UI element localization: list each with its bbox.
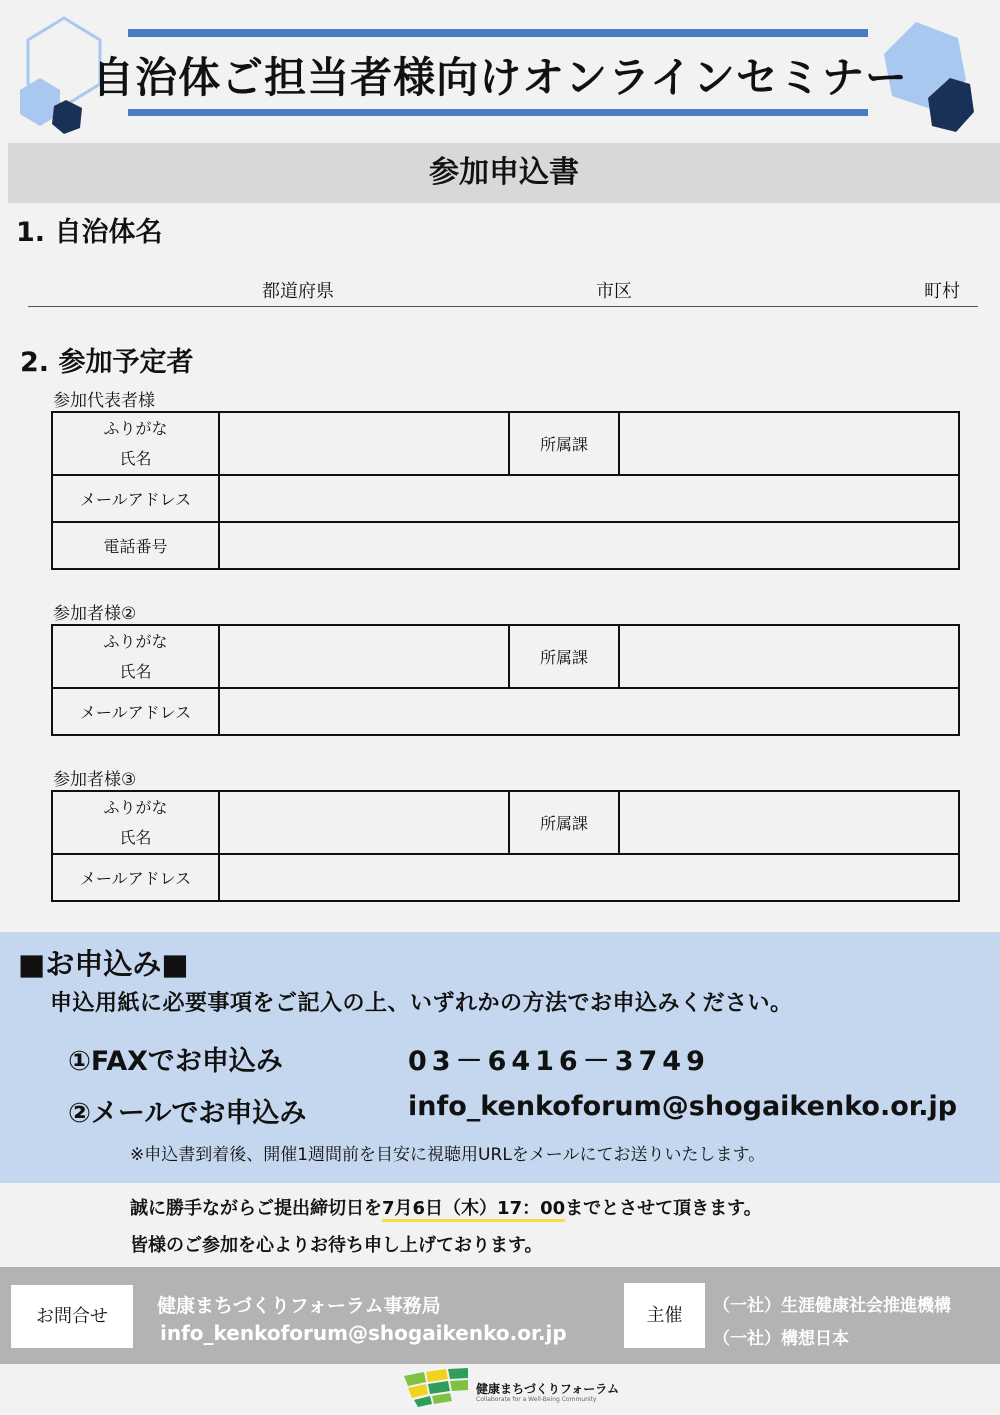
name-input-cell[interactable]	[219, 412, 509, 475]
deadline-text	[130, 1194, 762, 1220]
phone-label: 電話番号	[52, 522, 219, 569]
furigana-label: ふりがな	[103, 797, 168, 817]
section2-title: 2. 参加予定者	[20, 347, 194, 378]
department-label: 所属課	[509, 791, 619, 854]
title-bottom-bar	[128, 109, 868, 116]
mail-method-label: ②メールでお申込み	[68, 1098, 307, 1129]
deadline-date: 7月6日（木）17：00	[382, 1198, 565, 1222]
thanks-text: 皆様のご参加を心よりお待ち申し上げております。	[130, 1235, 543, 1256]
application-description: 申込用紙に必要事項をご記入の上、いずれかの方法でお申込みください。	[50, 991, 793, 1016]
municipality-underline[interactable]	[28, 306, 978, 307]
furigana-label: ふりがな	[103, 418, 168, 438]
logo-tagline: Collaborate for a Well-Being Community	[476, 1396, 597, 1403]
department-input-cell[interactable]	[619, 791, 959, 854]
participant-3-table	[51, 790, 960, 902]
name-label-cell	[52, 791, 219, 854]
fax-method-label: ①FAXでお申込み	[68, 1046, 283, 1077]
name-label: 氏名	[119, 448, 152, 468]
fax-number: 03－6416－3749	[408, 1046, 710, 1077]
deadline-prefix: 誠に勝手ながらご提出締切日を	[130, 1198, 382, 1219]
furigana-label: ふりがな	[103, 631, 168, 651]
town-label: 町村	[924, 281, 960, 302]
name-input-cell[interactable]	[219, 791, 509, 854]
group-label-representative: 参加代表者様	[53, 391, 155, 411]
group-label-participant-3: 参加者様③	[53, 770, 137, 790]
name-label: 氏名	[119, 661, 152, 681]
application-note: ※申込書到着後、開催1週間前を目安に視聴用URLをメールにてお送りいたします。	[130, 1145, 766, 1165]
department-label: 所属課	[509, 412, 619, 475]
department-input-cell[interactable]	[619, 625, 959, 688]
section1-title: 1. 自治体名	[16, 217, 163, 248]
host-2: （一社）構想日本	[713, 1329, 849, 1349]
forum-logo-icon	[402, 1368, 472, 1408]
email-input-cell[interactable]	[219, 475, 959, 522]
participant-2-table	[51, 624, 960, 736]
email-input-cell[interactable]	[219, 688, 959, 735]
page-title: 自治体ご担当者様向けオンラインセミナー	[92, 53, 908, 102]
mail-address-link[interactable]: info_kenkoforum@shogaikenko.or.jp	[408, 1091, 958, 1122]
form-title: 参加申込書	[8, 143, 1000, 203]
office-email[interactable]: info_kenkoforum@shogaikenko.or.jp	[160, 1321, 567, 1345]
email-label: メールアドレス	[52, 688, 219, 735]
email-input-cell[interactable]	[219, 854, 959, 901]
title-top-bar	[128, 29, 868, 37]
contact-label: お問合せ	[11, 1285, 133, 1348]
email-label: メールアドレス	[52, 854, 219, 901]
email-label: メールアドレス	[52, 475, 219, 522]
host-1: （一社）生涯健康社会推進機構	[713, 1296, 951, 1316]
department-input-cell[interactable]	[619, 412, 959, 475]
prefecture-label: 都道府県	[262, 281, 334, 302]
office-name: 健康まちづくりフォーラム事務局	[157, 1295, 441, 1317]
name-label-cell	[52, 625, 219, 688]
logo-name: 健康まちづくりフォーラム	[476, 1382, 620, 1396]
department-label: 所属課	[509, 625, 619, 688]
name-label-cell	[52, 412, 219, 475]
deadline-suffix: までとさせて頂きます。	[565, 1198, 762, 1219]
group-label-participant-2: 参加者様②	[53, 604, 137, 624]
city-label: 市区	[596, 281, 632, 302]
phone-input-cell[interactable]	[219, 522, 959, 569]
name-input-cell[interactable]	[219, 625, 509, 688]
application-title: ■お申込み■	[18, 947, 189, 981]
representative-table	[51, 411, 960, 570]
name-label: 氏名	[119, 827, 152, 847]
host-label: 主催	[624, 1283, 705, 1348]
